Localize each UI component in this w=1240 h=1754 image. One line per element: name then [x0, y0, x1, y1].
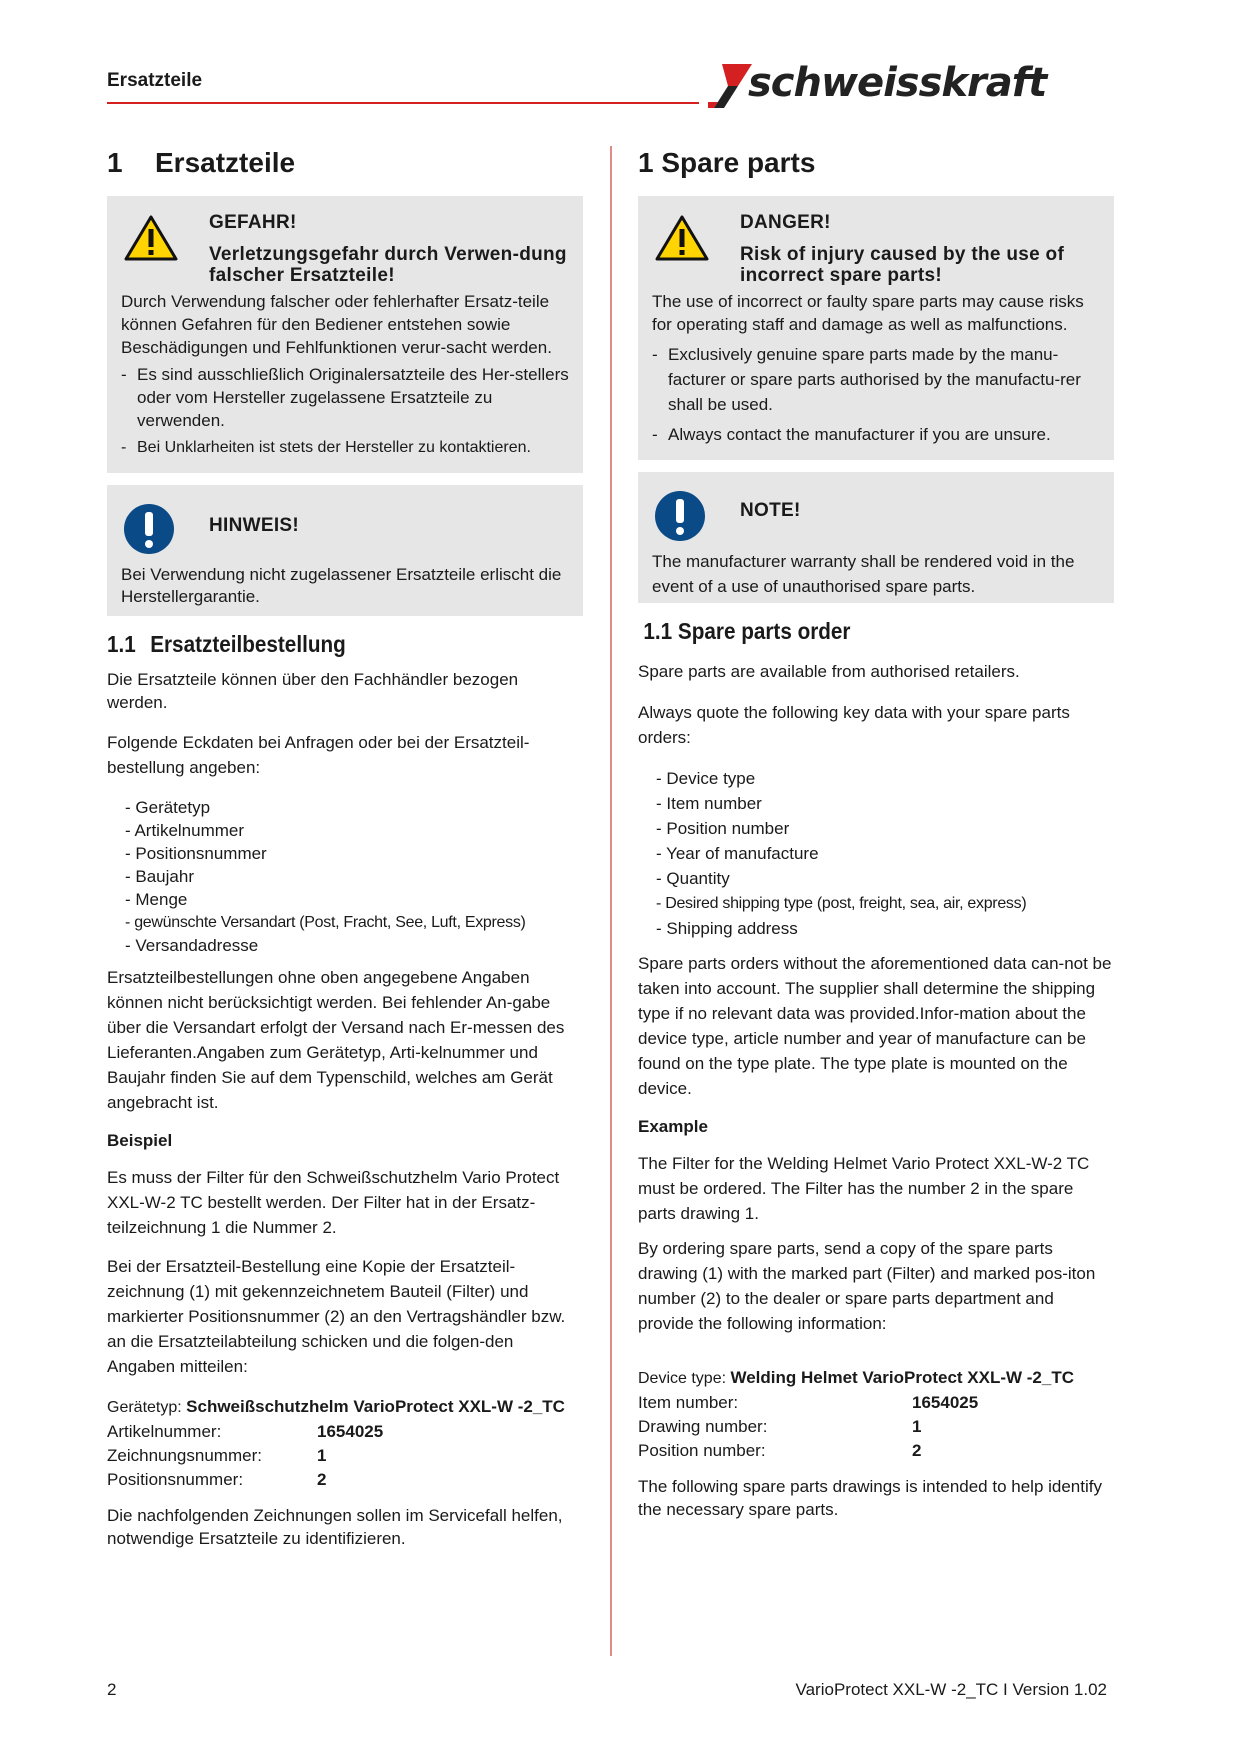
note-box	[107, 485, 583, 616]
warning-triangle-icon	[652, 208, 740, 286]
column-divider	[610, 146, 612, 1656]
paragraph: Always quote the following key data with your spare parts orders:	[638, 703, 1070, 747]
kv-value: 1654025	[317, 1422, 384, 1441]
list-item: - Device type	[656, 766, 1114, 791]
kv-key: Positionsnummer:	[107, 1470, 244, 1489]
subsection-title: Ersatzteilbestellung	[150, 630, 346, 657]
paragraph: Ersatzteilbestellungen ohne oben angegebene Angaben können nicht berücksichtigt werden. Bei fehlender An-gabe über die Versandart erfolgt der Versand nach Er-messen des Lieferanten.Angaben zum Gerätetyp, Arti-kelnummer und Baujahr finden Sie auf dem Typenschild, welches am Gerät angebracht ist.	[107, 968, 565, 1112]
list-item: - Versandadresse	[125, 934, 583, 957]
device-type-value: Welding Helmet VarioProtect XXL-W -2_TC	[730, 1368, 1075, 1387]
kv-value: 1654025	[912, 1393, 979, 1412]
paragraph: Bei der Ersatzteil-Bestellung eine Kopie der Ersatzteil-zeichnung (1) mit gekennzeichnetem Bauteil (Filter) und markierter Positionsnummer (2) an den Vertragshändler bzw. an die Ersatzteilabteilung schicken und die folgen-den Angaben mitteilen:	[107, 1257, 566, 1376]
key-data-list	[107, 796, 583, 957]
kv-row	[107, 1444, 583, 1468]
kv-key: Drawing number:	[638, 1417, 768, 1436]
note-box	[638, 472, 1114, 603]
list-item: - Artikelnummer	[125, 819, 583, 842]
note-kicker: NOTE!	[740, 500, 801, 521]
kv-value: 2	[317, 1470, 327, 1489]
list-item: - Year of manufacture	[656, 841, 1114, 866]
danger-text: The use of incorrect or faulty spare parts may cause risks for operating staff and damage as well as malfunctions.	[652, 292, 1084, 334]
subsection-title: 1.1 Spare parts order	[643, 617, 851, 644]
note-text: Bei Verwendung nicht zugelassener Ersatzteile erlischt die Herstellergarantie.	[121, 565, 562, 606]
kv-key: Zeichnungsnummer:	[107, 1446, 262, 1465]
subsection-heading	[638, 611, 1066, 651]
paragraph: By ordering spare parts, send a copy of the spare parts drawing (1) with the marked part (Filter) and marked pos-iton number (2) to the dealer or spare parts department and provide the following information:	[638, 1239, 1096, 1333]
paragraph: Die Ersatzteile können über den Fachhändler bezogen werden.	[107, 670, 519, 712]
kv-key: Item number:	[638, 1393, 739, 1412]
device-type-label: Device type:	[638, 1370, 731, 1387]
danger-subtitle: Risk of injury caused by the use of incorrect spare parts!	[740, 244, 1065, 286]
device-type-label: Gerätetyp:	[107, 1399, 187, 1416]
danger-text: Durch Verwendung falscher oder fehlerhafter Ersatz-teile können Gefahren für den Bediener entstehen sowie Beschädigungen und Fehlfunktionen verur-sacht werden.	[121, 292, 552, 357]
list-item: - Gerätetyp	[125, 796, 583, 819]
kv-row	[638, 1415, 1114, 1439]
list-item: - Quantity	[656, 866, 1114, 891]
note-kicker: HINWEIS!	[209, 515, 300, 536]
subsection-number: 1.1	[107, 630, 136, 657]
subsection-heading	[107, 624, 535, 664]
kv-value: 2	[912, 1441, 922, 1460]
device-type-row	[638, 1366, 1114, 1391]
kv-key: Artikelnummer:	[107, 1422, 222, 1441]
example-heading: Example	[638, 1117, 708, 1136]
note-text: The manufacturer warranty shall be rendered void in the event of a use of unauthorised spare parts.	[652, 552, 1075, 596]
page-number: 2	[107, 1680, 117, 1699]
brand-logo	[708, 60, 1118, 112]
header-title: Ersatzteile	[107, 70, 203, 91]
kv-key: Position number:	[638, 1441, 766, 1460]
warning-triangle-icon	[121, 208, 209, 286]
logo-slash-icon	[708, 62, 752, 108]
list-item: - Bei Unklarheiten ist stets der Hersteller zu kontaktieren.	[121, 436, 569, 459]
section-heading	[107, 140, 583, 186]
list-item: - gewünschte Versandart (Post, Fracht, See, Luft, Express)	[125, 911, 583, 934]
paragraph: The following spare parts drawings is intended to help identify the necessary spare parts.	[638, 1477, 1102, 1519]
list-item: - Shipping address	[656, 916, 1114, 941]
danger-list	[121, 363, 569, 459]
kv-row	[107, 1468, 583, 1492]
list-item: - Positionsnummer	[125, 842, 583, 865]
order-data	[107, 1395, 583, 1492]
danger-subtitle: Verletzungsgefahr durch Verwen-dung falscher Ersatzteile!	[209, 244, 567, 286]
danger-kicker: DANGER!	[740, 212, 831, 233]
kv-row	[638, 1391, 1114, 1415]
paragraph: Die nachfolgenden Zeichnungen sollen im Servicefall helfen, notwendige Ersatzteile zu identifizieren.	[107, 1506, 563, 1548]
exclamation-circle-icon	[652, 484, 740, 547]
left-column	[107, 140, 583, 1550]
order-data	[638, 1366, 1114, 1463]
device-type-row	[107, 1395, 583, 1420]
kv-row	[638, 1439, 1114, 1463]
kv-row	[107, 1420, 583, 1444]
list-item: - Always contact the manufacturer if you are unsure.	[652, 423, 1100, 446]
list-item: - Baujahr	[125, 865, 583, 888]
list-item: - Es sind ausschließlich Originalersatzteile des Her-stellers oder vom Hersteller zugelassene Ersatzteile zu verwenden.	[121, 363, 569, 432]
section-title: Ersatzteile	[155, 147, 296, 178]
example-heading: Beispiel	[107, 1131, 173, 1150]
list-item: - Item number	[656, 791, 1114, 816]
list-item: - Position number	[656, 816, 1114, 841]
section-number: 1	[107, 147, 123, 178]
header-rule	[107, 102, 699, 104]
device-type-value: Schweißschutzhelm VarioProtect XXL-W -2_TC	[186, 1397, 565, 1416]
paragraph: Spare parts are available from authorised retailers.	[638, 662, 1020, 681]
kv-value: 1	[912, 1417, 922, 1436]
right-column	[638, 140, 1114, 1521]
document-reference: VarioProtect XXL-W -2_TC I Version 1.02	[795, 1680, 1107, 1699]
list-item: - Menge	[125, 888, 583, 911]
paragraph: Spare parts orders without the aforementioned data can-not be taken into account. The supplier shall determine the shipping type if no relevant data was provided.Infor-mation about the device type, article number and year of manufacture can be found on the type plate. The type plate is mounted on the device.	[638, 954, 1112, 1098]
paragraph: The Filter for the Welding Helmet Vario Protect XXL-W-2 TC must be ordered. The Filter has the number 2 in the spare parts drawing 1.	[638, 1154, 1090, 1223]
paragraph: Es muss der Filter für den Schweißschutzhelm Vario Protect XXL-W-2 TC bestellt werden. Der Filter hat in der Ersatz-teilzeichnung 1 die Nummer 2.	[107, 1168, 560, 1237]
section-heading	[638, 140, 1114, 186]
danger-list	[652, 342, 1100, 446]
section-title: 1 Spare parts	[638, 147, 816, 178]
kv-value: 1	[317, 1446, 327, 1465]
paragraph: Folgende Eckdaten bei Anfragen oder bei der Ersatzteil-bestellung angeben:	[107, 733, 530, 777]
logo-text: schweisskraft	[748, 60, 1047, 106]
exclamation-circle-icon	[121, 497, 209, 560]
danger-box	[638, 196, 1114, 460]
list-item: - Exclusively genuine spare parts made by the manu-facturer or spare parts authorised by the manufactu-rer shall be used.	[652, 342, 1100, 417]
danger-box	[107, 196, 583, 473]
key-data-list	[638, 766, 1114, 941]
danger-kicker: GEFAHR!	[209, 212, 297, 233]
list-item: - Desired shipping type (post, freight, sea, air, express)	[656, 891, 1114, 916]
